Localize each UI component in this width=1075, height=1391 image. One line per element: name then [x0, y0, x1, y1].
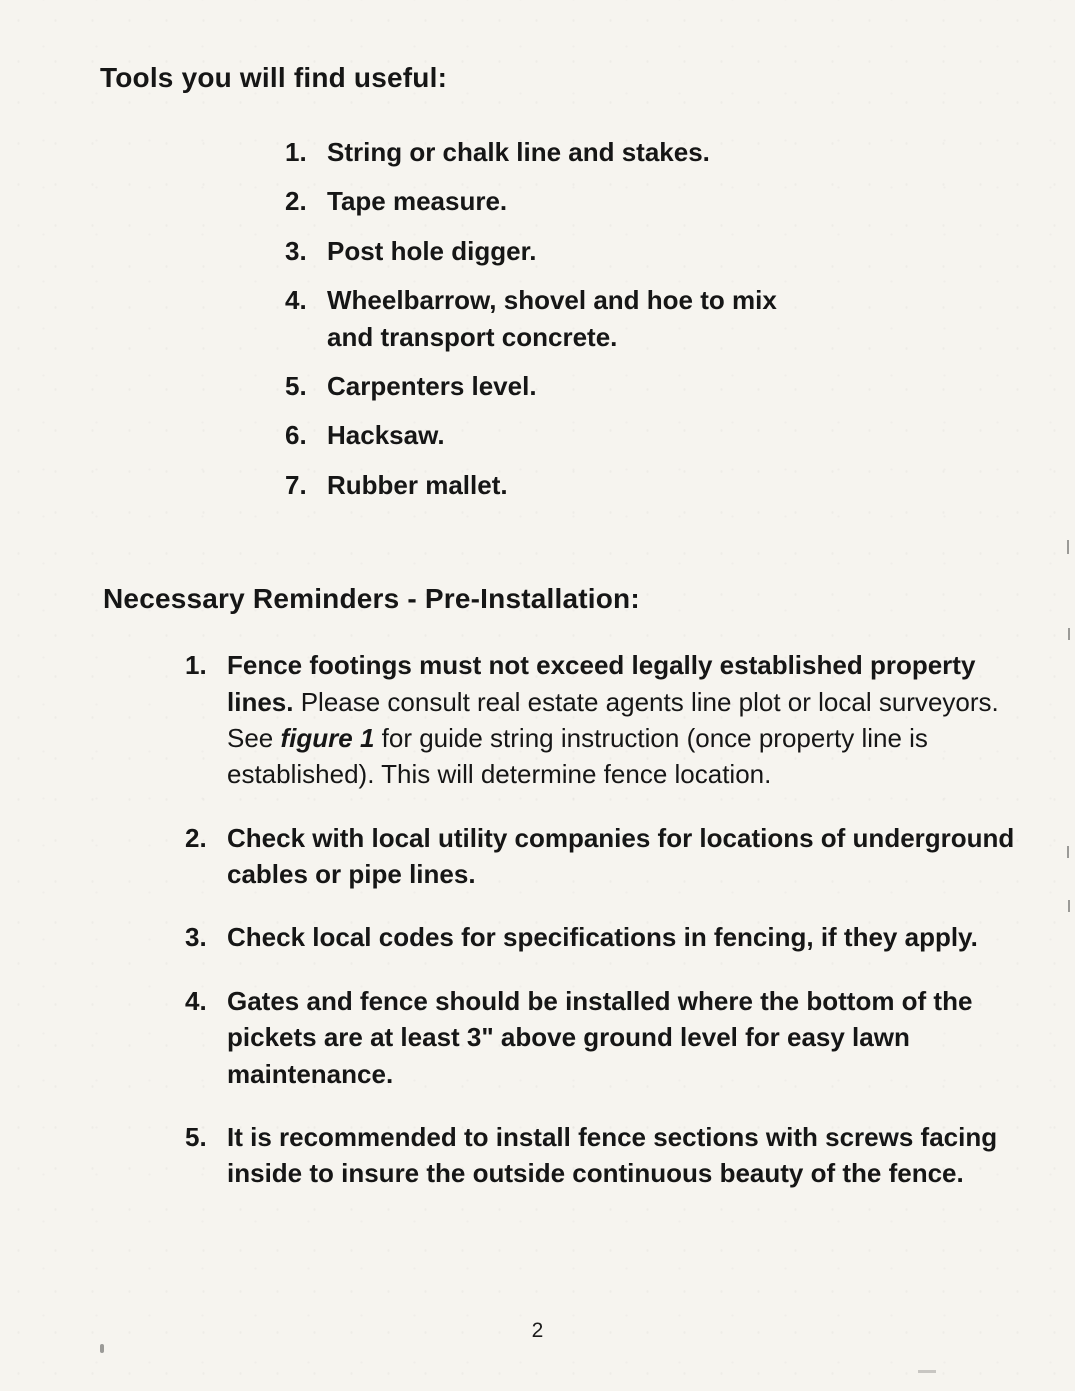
list-item-text — [227, 919, 978, 955]
list-item — [285, 233, 1075, 269]
text-segment: Gates and fence should be installed where the bottom of the pickets are at least 3" above ground level for easy lawn maintenance. — [227, 985, 973, 1089]
tools-list — [285, 134, 1075, 503]
text-segment: Hacksaw. — [327, 420, 445, 451]
text-segment: Please consult real estate agents line plot or local surveyors. See — [227, 686, 999, 753]
list-item-text — [327, 467, 508, 503]
section-heading-tools: Tools you will find useful: — [100, 62, 448, 93]
text-segment: Check local codes for specifications in fencing, if they apply. — [227, 922, 978, 953]
text-segment: Rubber mallet. — [327, 469, 508, 500]
page-number: 2 — [531, 1319, 544, 1342]
list-item-text — [327, 282, 807, 355]
scan-artifact — [1067, 540, 1069, 554]
text-segment: for guide string instruction (once property line is established). This will determine fence location. — [227, 722, 928, 790]
list-item — [285, 467, 1075, 503]
text-segment: Fence footings must not exceed legally established property lines. — [227, 650, 976, 717]
list-item-number: 1. — [285, 137, 307, 167]
list-item-number: 3. — [185, 922, 207, 953]
list-item — [185, 919, 1075, 955]
list-item-number: 5. — [185, 1122, 207, 1153]
list-item-text — [327, 368, 537, 404]
list-item-text — [327, 233, 536, 269]
list-item-number: 3. — [285, 235, 307, 266]
text-segment: figure 1 — [280, 722, 375, 753]
list-item — [285, 282, 1075, 355]
scan-artifact — [1068, 628, 1070, 640]
list-item-text — [327, 417, 445, 453]
list-item-text — [327, 134, 710, 170]
text-segment: Carpenters level. — [327, 370, 537, 401]
list-item-number: 7. — [285, 469, 307, 500]
list-item-number: 4. — [285, 285, 307, 316]
list-item-text — [227, 983, 1027, 1092]
list-item — [185, 1119, 1075, 1192]
list-item — [285, 134, 1075, 170]
text-segment: It is recommended to install fence sections with screws facing inside to insure the outside continuous beauty of the fence. — [227, 1122, 998, 1189]
section-heading-reminders: Necessary Reminders - Pre-Installation: — [103, 583, 640, 615]
scan-artifact — [1067, 846, 1069, 858]
text-segment: Wheelbarrow, shovel and hoe to mix and transport concrete. — [327, 285, 777, 352]
scan-artifact — [1068, 900, 1070, 912]
text-segment: String or chalk line and stakes. — [327, 137, 710, 167]
list-item-number: 4. — [185, 985, 207, 1016]
text-segment: Check with local utility companies for locations of underground cables or pipe lines. — [227, 822, 1015, 890]
list-item — [285, 183, 1075, 219]
reminders-list — [185, 647, 1075, 1192]
text-segment: Post hole digger. — [327, 235, 537, 266]
list-item-text — [327, 183, 507, 219]
list-item-text — [227, 647, 1027, 793]
list-item-number: 6. — [285, 420, 307, 451]
list-item-number: 2. — [185, 822, 207, 853]
list-item — [285, 417, 1075, 453]
list-item-number: 5. — [285, 370, 307, 401]
list-item-number: 2. — [285, 186, 307, 217]
list-item — [285, 368, 1075, 404]
scan-artifact — [100, 1344, 104, 1353]
list-item — [185, 647, 1075, 793]
list-item — [185, 983, 1075, 1092]
text-segment: Tape measure. — [327, 186, 508, 217]
list-item-number: 1. — [185, 650, 207, 681]
scan-artifact — [918, 1370, 936, 1373]
list-item-text — [227, 820, 1027, 893]
list-item-text — [227, 1119, 1027, 1192]
list-item — [185, 820, 1075, 893]
